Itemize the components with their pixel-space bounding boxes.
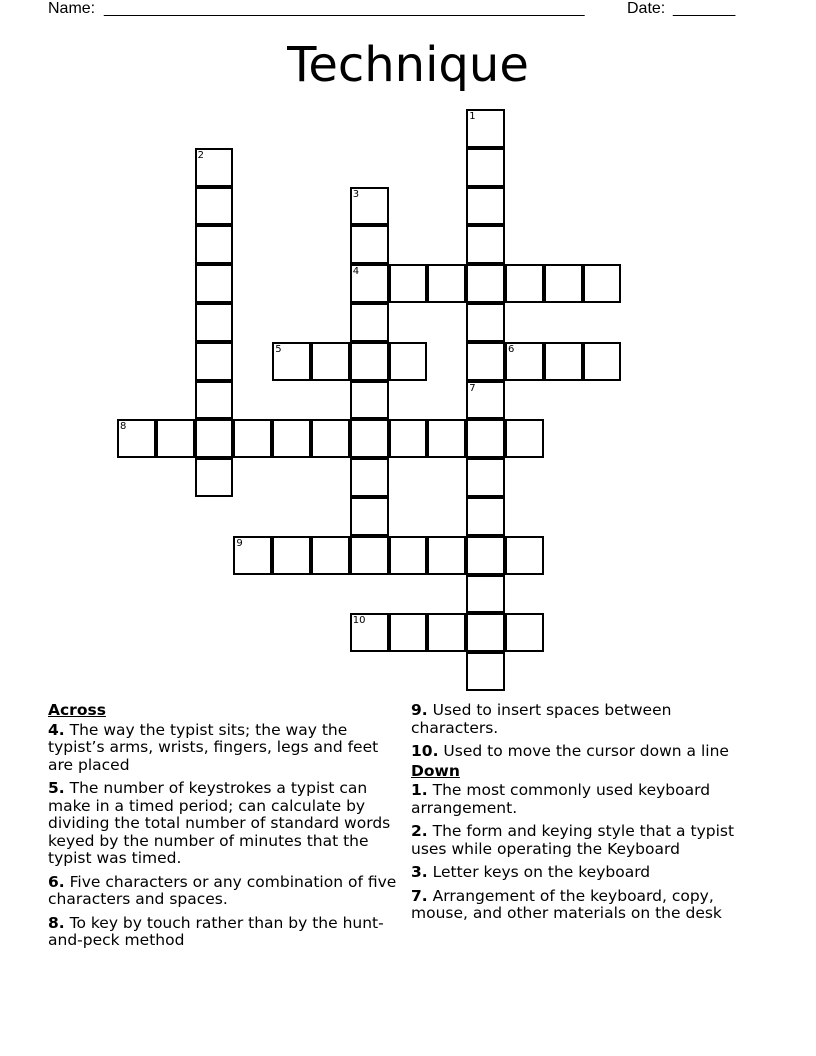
crossword-cell[interactable] bbox=[466, 109, 505, 148]
clue-down-3 bbox=[411, 864, 756, 882]
clue-across-9 bbox=[411, 702, 756, 737]
crossword-cell[interactable] bbox=[195, 187, 234, 226]
crossword-cell[interactable] bbox=[427, 264, 466, 303]
cell-number: 4 bbox=[352, 266, 360, 278]
crossword-cell[interactable] bbox=[583, 342, 622, 381]
crossword-cell[interactable] bbox=[389, 264, 428, 303]
crossword-cell[interactable] bbox=[466, 303, 505, 342]
clue-across-5 bbox=[48, 780, 408, 868]
clue-text: The most commonly used keyboard arrangement. bbox=[411, 781, 711, 817]
crossword-cell[interactable] bbox=[350, 303, 389, 342]
crossword-cell[interactable] bbox=[233, 536, 272, 575]
crossword-cell[interactable] bbox=[350, 264, 389, 303]
crossword-cell[interactable] bbox=[466, 187, 505, 226]
crossword-cell[interactable] bbox=[466, 264, 505, 303]
crossword-cell[interactable] bbox=[350, 613, 389, 652]
cell-number: 1 bbox=[469, 111, 476, 122]
cell-number: 6 bbox=[508, 343, 515, 355]
clue-number: 10. bbox=[411, 742, 439, 760]
crossword-cell[interactable] bbox=[544, 264, 583, 303]
clue-text: Arrangement of the keyboard, copy, mouse, and other materials on the desk bbox=[411, 886, 722, 922]
crossword-cell[interactable] bbox=[466, 225, 505, 264]
crossword-cell[interactable] bbox=[195, 148, 234, 187]
crossword-cell[interactable] bbox=[311, 342, 350, 381]
clue-text: Used to insert spaces between characters. bbox=[411, 701, 672, 737]
down-heading: Down bbox=[411, 761, 460, 780]
crossword-cell[interactable] bbox=[195, 264, 234, 303]
cell-number: 9 bbox=[236, 537, 243, 549]
clue-text: Used to move the cursor down a line bbox=[443, 742, 729, 760]
crossword-cell[interactable] bbox=[350, 225, 389, 264]
crossword-cell[interactable] bbox=[389, 536, 428, 575]
clue-number: 9. bbox=[411, 701, 428, 719]
clue-text: Five characters or any combination of five characters and spaces. bbox=[48, 872, 397, 908]
crossword-cell[interactable] bbox=[466, 575, 505, 614]
crossword-cell[interactable] bbox=[466, 497, 505, 536]
crossword-cell[interactable] bbox=[505, 264, 544, 303]
clue-down-2 bbox=[411, 823, 756, 858]
crossword-cell[interactable] bbox=[505, 419, 544, 458]
clue-number: 7. bbox=[411, 886, 428, 905]
clue-across-10 bbox=[411, 743, 756, 761]
crossword-cell[interactable] bbox=[389, 419, 428, 458]
page-title: Technique bbox=[287, 37, 529, 93]
name-field[interactable]: ______________________________________________________ bbox=[104, 0, 585, 17]
clue-number: 4. bbox=[48, 720, 65, 739]
date-label: Date: bbox=[627, 0, 666, 17]
crossword-cell[interactable] bbox=[272, 536, 311, 575]
crossword-cell[interactable] bbox=[311, 419, 350, 458]
crossword-cell[interactable] bbox=[505, 342, 544, 381]
clue-text: To key by touch rather than by the hunt-and-peck method bbox=[48, 913, 384, 949]
across-heading: Across bbox=[48, 701, 106, 719]
crossword-cell[interactable] bbox=[466, 342, 505, 381]
date-field[interactable]: _______ bbox=[673, 0, 736, 17]
crossword-cell[interactable] bbox=[350, 536, 389, 575]
crossword-cell[interactable] bbox=[195, 225, 234, 264]
crossword-cell[interactable] bbox=[350, 187, 389, 226]
crossword-cell[interactable] bbox=[466, 148, 505, 187]
cell-number: 2 bbox=[197, 149, 204, 161]
crossword-cell[interactable] bbox=[505, 613, 544, 652]
clue-across-6 bbox=[48, 874, 408, 909]
clue-number: 8. bbox=[48, 913, 65, 932]
crossword-cell[interactable] bbox=[583, 264, 622, 303]
clues-left-column bbox=[48, 702, 408, 956]
crossword-cell[interactable] bbox=[156, 419, 195, 458]
clue-number: 6. bbox=[48, 872, 65, 891]
crossword-cell[interactable] bbox=[466, 458, 505, 497]
crossword-cell[interactable] bbox=[427, 536, 466, 575]
crossword-cell[interactable] bbox=[544, 342, 583, 381]
crossword-cell[interactable] bbox=[195, 303, 234, 342]
clue-text: The number of keystrokes a typist can make in a timed period; can calculate by dividing the total number of standard words keyed by the number of minutes that the typist was timed. bbox=[48, 779, 391, 867]
crossword-cell[interactable] bbox=[466, 652, 505, 691]
crossword-cell[interactable] bbox=[350, 458, 389, 497]
crossword-cell[interactable] bbox=[195, 458, 234, 497]
clue-number: 2. bbox=[411, 822, 428, 840]
clue-text: The form and keying style that a typist uses while operating the Keyboard bbox=[411, 822, 735, 858]
crossword-cell[interactable] bbox=[466, 419, 505, 458]
clue-number: 3. bbox=[411, 863, 428, 881]
name-label: Name: bbox=[48, 0, 96, 17]
crossword-cell[interactable] bbox=[466, 536, 505, 575]
cell-number: 5 bbox=[275, 343, 282, 355]
cell-number: 7 bbox=[469, 382, 476, 394]
crossword-cell[interactable] bbox=[311, 536, 350, 575]
crossword-cell[interactable] bbox=[427, 613, 466, 652]
crossword-cell[interactable] bbox=[427, 419, 466, 458]
crossword-cell[interactable] bbox=[195, 381, 234, 420]
clues-right-column bbox=[411, 702, 756, 929]
clue-across-4 bbox=[48, 722, 408, 775]
crossword-cell[interactable] bbox=[466, 381, 505, 420]
cell-number: 8 bbox=[120, 421, 127, 433]
clue-down-7 bbox=[411, 888, 756, 923]
clue-number: 5. bbox=[48, 779, 65, 797]
clue-across-8 bbox=[48, 915, 408, 950]
crossword-cell[interactable] bbox=[466, 613, 505, 652]
crossword-cell[interactable] bbox=[505, 536, 544, 575]
crossword-cell[interactable] bbox=[389, 342, 428, 381]
crossword-cell[interactable] bbox=[272, 342, 311, 381]
clue-text: The way the typist sits; the way the typist’s arms, wrists, fingers, legs and feet are placed bbox=[48, 720, 379, 774]
clue-down-1 bbox=[411, 782, 756, 817]
clue-number: 1. bbox=[411, 781, 428, 799]
crossword-cell[interactable] bbox=[350, 419, 389, 458]
crossword-cell[interactable] bbox=[350, 342, 389, 381]
clue-text: Letter keys on the keyboard bbox=[432, 863, 651, 881]
crossword-cell[interactable] bbox=[350, 381, 389, 420]
crossword-cell[interactable] bbox=[195, 419, 234, 458]
crossword-cell[interactable] bbox=[233, 419, 272, 458]
crossword-cell[interactable] bbox=[272, 419, 311, 458]
cell-number: 10 bbox=[352, 615, 366, 627]
crossword-cell[interactable] bbox=[350, 497, 389, 536]
crossword-cell[interactable] bbox=[389, 613, 428, 652]
cell-number: 3 bbox=[352, 188, 360, 200]
crossword-cell[interactable] bbox=[117, 419, 156, 458]
crossword-cell[interactable] bbox=[195, 342, 234, 381]
